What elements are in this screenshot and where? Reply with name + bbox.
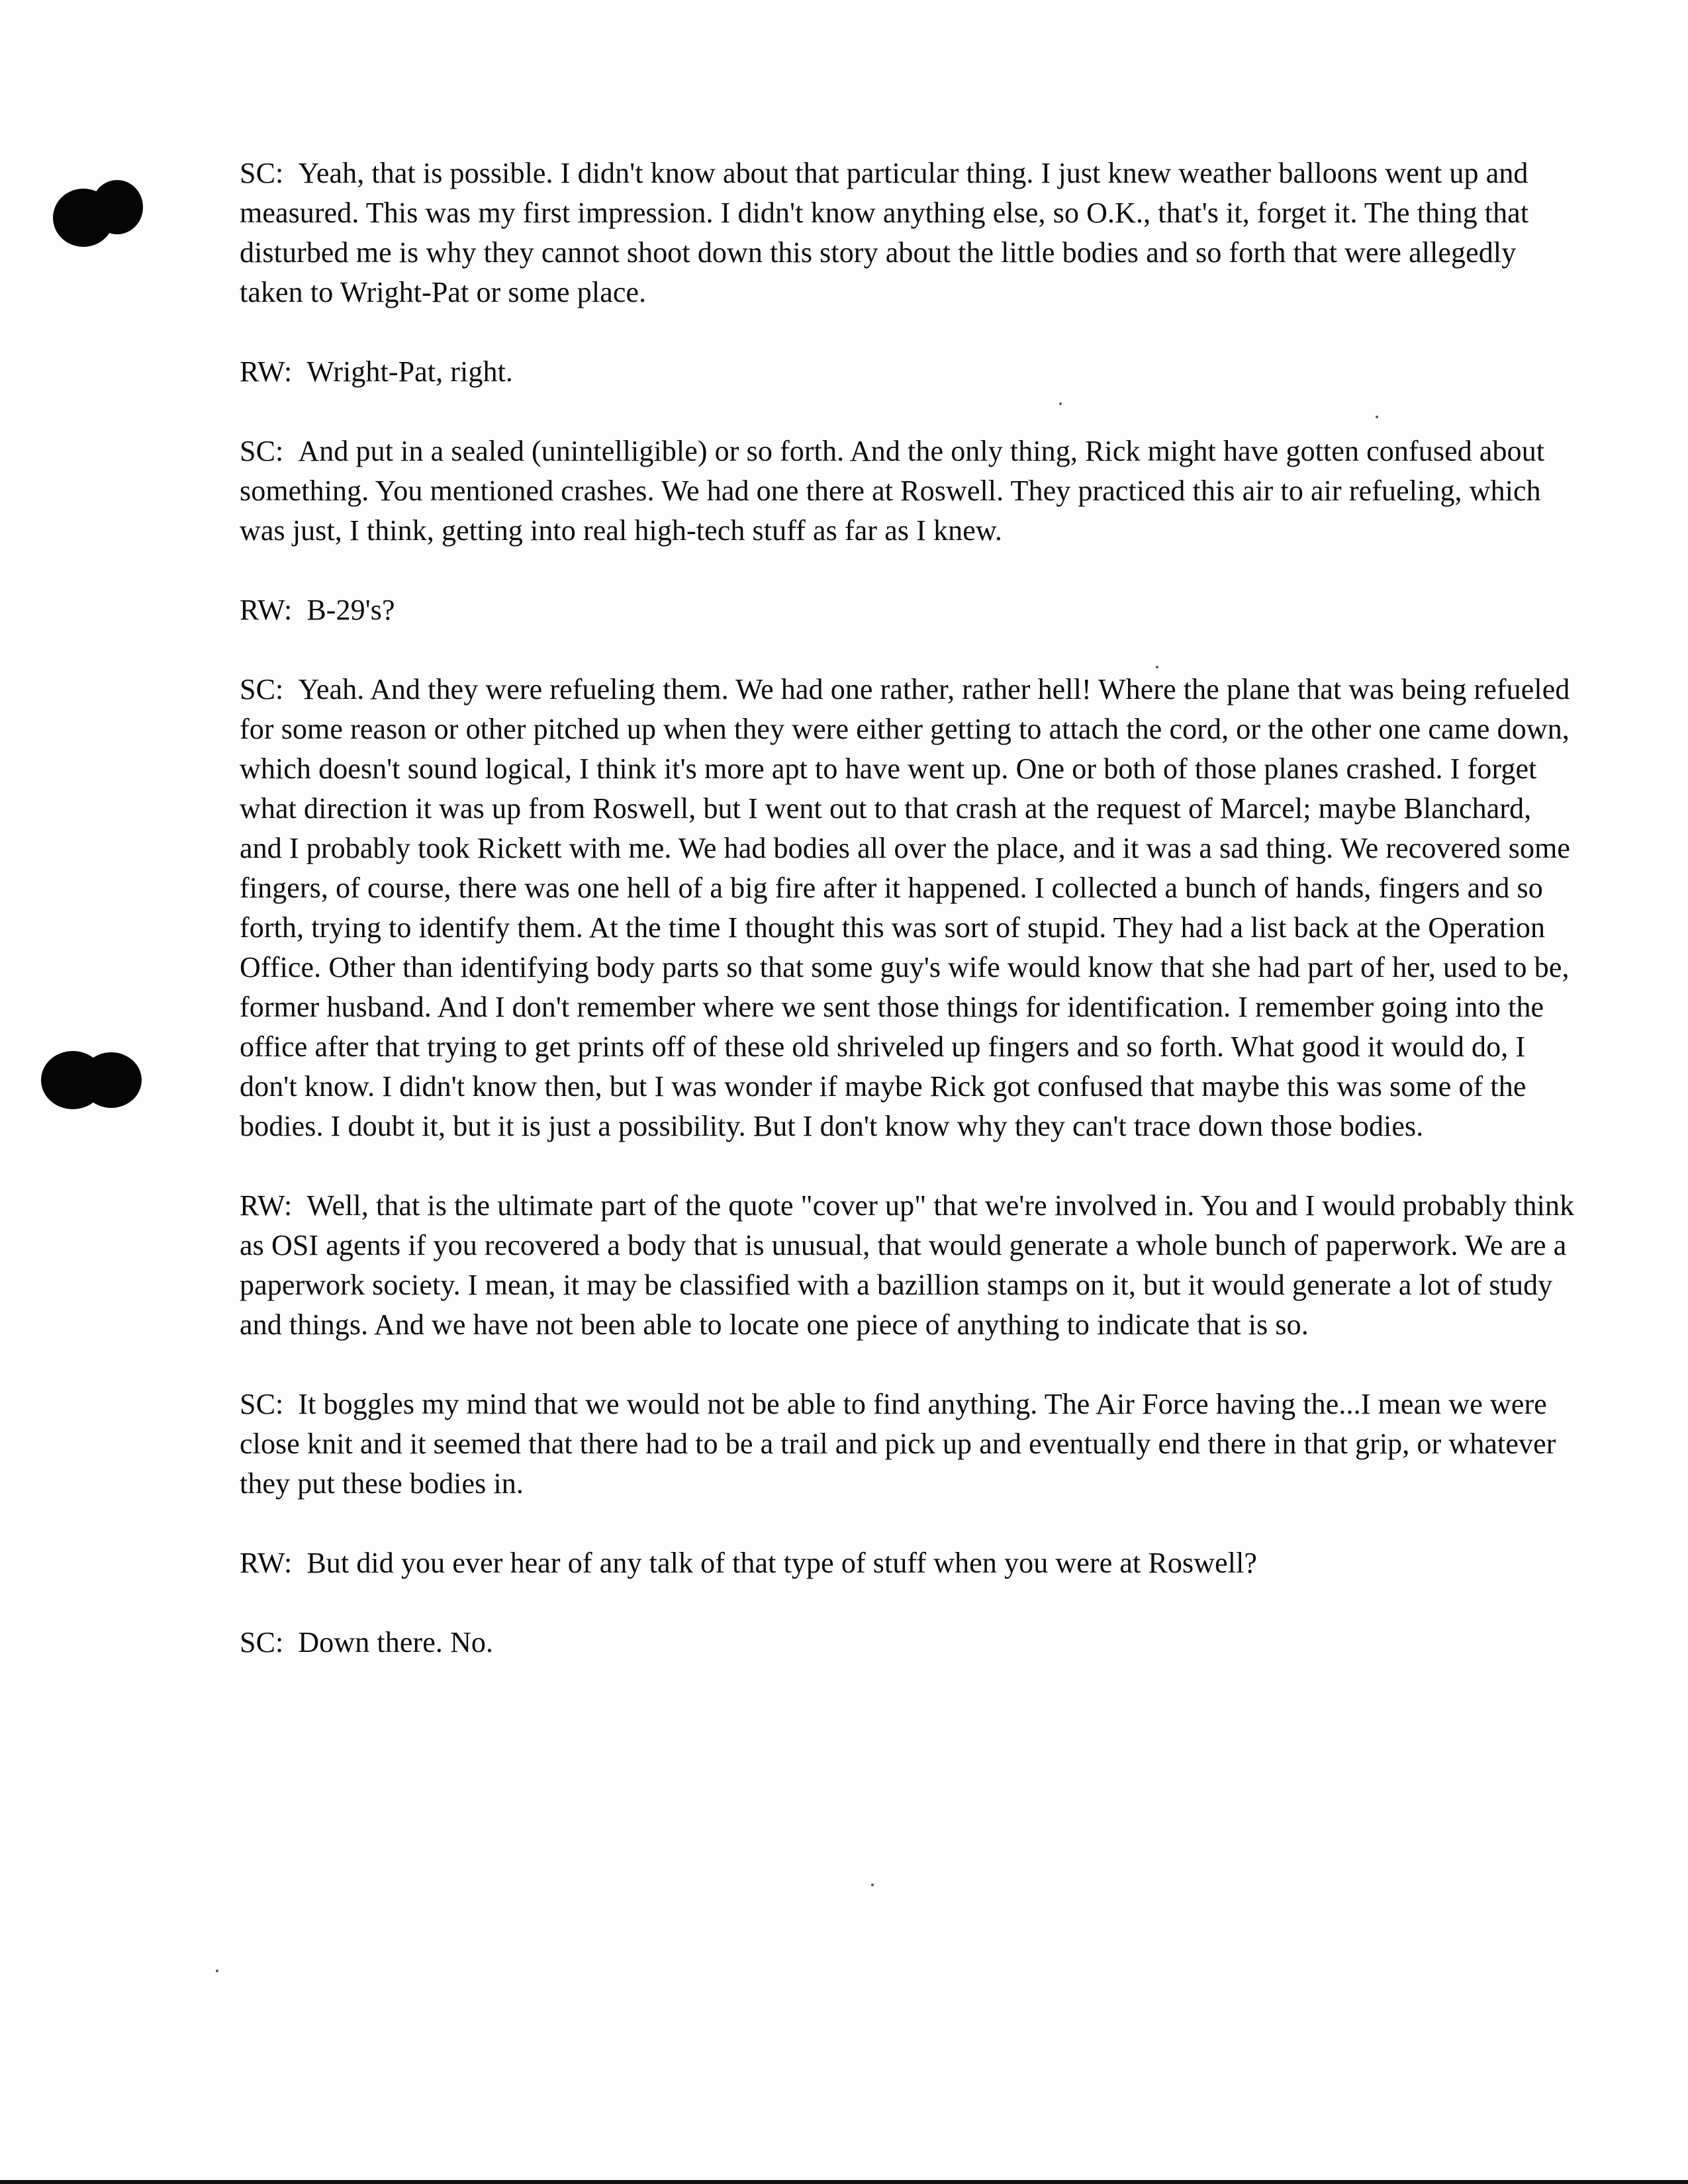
transcript-turn: SC: Yeah. And they were refueling them. We had one rather, rather hell! Where the plane that was being refueled for some reason or other pitched up when they were either getting to attach the cord, or the other one came down, which doesn't sound logical, I think it's more apt to have went up. One or both of those planes crashed. I forget what direction it was up from Roswell, but I went out to that crash at the request of Marcel; maybe Blanchard, and I probably took Rickett with me. We had bodies all over the place, and it was a sad thing. We recovered some fingers, of course, there was one hell of a big fire after it happened. I collected a bunch of hands, fingers and so forth, trying to identify them. At the time I thought this was sort of stupid. They had a list back at the Operation Office. Other than identifying body parts so that some guy's wife would know that she had part of her, used to be, former husband. And I don't remember where we sent those things for identification. I remember going into the office after that trying to get prints off of these old shriveled up fingers and so forth. What good it would do, I don't know. I didn't know then, but I was wonder if maybe Rick got confused that maybe this was some of the bodies. I doubt it, but it is just a possibility. But I don't know why they can't trace down those bodies. [240,673,1571,1142]
turn-text: B-29's? [306,594,395,626]
transcript-turn: RW: B-29's? [240,594,395,626]
turn-text: It boggles my mind that we would not be able to find anything. The Air Force having the...I mean we were close knit and it seemed that there had to be a trail and pick up and eventually end there in that grip, or whatever they put these bodies in. [240,1388,1556,1500]
turn-text: Yeah, that is possible. I didn't know about that particular thing. I just knew weather balloons went up and measured. This was my first impression. I didn't know anything else, so O.K., that's it, forget it. The thing that disturbed me is why they cannot shoot down this story about the little bodies and so forth that were allegedly taken to Wright-Pat or some place. [240,157,1529,308]
turn-text: Well, that is the ultimate part of the quote "cover up" that we're involved in. You and I would probably think as OSI agents if you recovered a body that is unusual, that would generate a whole bunch of paperwork. We are a paperwork society. I mean, it may be classified with a bazillion stamps on it, but it would generate a lot of study and things. And we have not been able to locate one piece of anything to indicate that is so. [240,1189,1575,1341]
transcript-turn: SC: Yeah, that is possible. I didn't know about that particular thing. I just knew weather balloons went up and measured. This was my first impression. I didn't know anything else, so O.K., that's it, forget it. The thing that disturbed me is why they cannot shoot down this story about the little bodies and so forth that were allegedly taken to Wright-Pat or some place. [240,157,1529,308]
page-bottom-edge [0,2180,1688,2184]
transcript-turn: SC: Down there. No. [240,1626,494,1659]
turn-text: But did you ever hear of any talk of that type of stuff when you were at Roswell? [306,1547,1258,1579]
speaker-label: SC [240,1626,276,1659]
speaker-label: RW [240,355,285,388]
speaker-label: RW [240,1547,285,1579]
transcript-turn: RW: Well, that is the ultimate part of the quote "cover up" that we're involved in. You and I would probably think as OSI agents if you recovered a body that is unusual, that would generate a whole bunch of paperwork. We are a paperwork society. I mean, it may be classified with a bazillion stamps on it, but it would generate a lot of study and things. And we have not been able to locate one piece of anything to indicate that is so. [240,1189,1575,1341]
speaker-label: SC [240,157,276,189]
speaker-label: SC [240,673,276,705]
transcript-turn: SC: It boggles my mind that we would not be able to find anything. The Air Force having the...I mean we were close knit and it seemed that there had to be a trail and pick up and eventually end there in that grip, or whatever they put these bodies in. [240,1388,1556,1500]
transcript-turn: RW: Wright-Pat, right. [240,355,514,388]
transcript-turn: SC: And put in a sealed (unintelligible) or so forth. And the only thing, Rick might have gotten confused about something. You mentioned crashes. We had one there at Roswell. They practiced this air to air refueling, which was just, I think, getting into real high-tech stuff as far as I knew. [240,435,1545,547]
turn-text: Wright-Pat, right. [306,355,514,388]
punch-hole-top-overlap [91,180,143,234]
speaker-label: RW [240,594,285,626]
turn-text: Down there. No. [298,1626,494,1659]
speaker-label: SC [240,435,276,467]
interview-transcript [240,154,1577,1702]
speaker-label: SC [240,1388,276,1420]
punch-hole-middle-overlap [81,1052,142,1108]
scan-speck [871,1884,874,1886]
transcript-turn: RW: But did you ever hear of any talk of that type of stuff when you were at Roswell? [240,1547,1258,1579]
scan-speck [216,1970,218,1972]
speaker-label: RW [240,1189,285,1222]
turn-text: Yeah. And they were refueling them. We had one rather, rather hell! Where the plane that was being refueled for some reason or other pitched up when they were either getting to attach the cord, or the other one came down, which doesn't sound logical, I think it's more apt to have went up. One or both of those planes crashed. I forget what direction it was up from Roswell, but I went out to that crash at the request of Marcel; maybe Blanchard, and I probably took Rickett with me. We had bodies all over the place, and it was a sad thing. We recovered some fingers, of course, there was one hell of a big fire after it happened. I collected a bunch of hands, fingers and so forth, trying to identify them. At the time I thought this was sort of stupid. They had a list back at the Operation Office. Other than identifying body parts so that some guy's wife would know that she had part of her, used to be, former husband. And I don't remember where we sent those things for identification. I remember going into the office after that trying to get prints off of these old shriveled up fingers and so forth. What good it would do, I don't know. I didn't know then, but I was wonder if maybe Rick got confused that maybe this was some of the bodies. I doubt it, but it is just a possibility. But I don't know why they can't trace down those bodies. [240,673,1571,1142]
turn-text: And put in a sealed (unintelligible) or so forth. And the only thing, Rick might have gotten confused about something. You mentioned crashes. We had one there at Roswell. They practiced this air to air refueling, which was just, I think, getting into real high-tech stuff as far as I knew. [240,435,1545,547]
